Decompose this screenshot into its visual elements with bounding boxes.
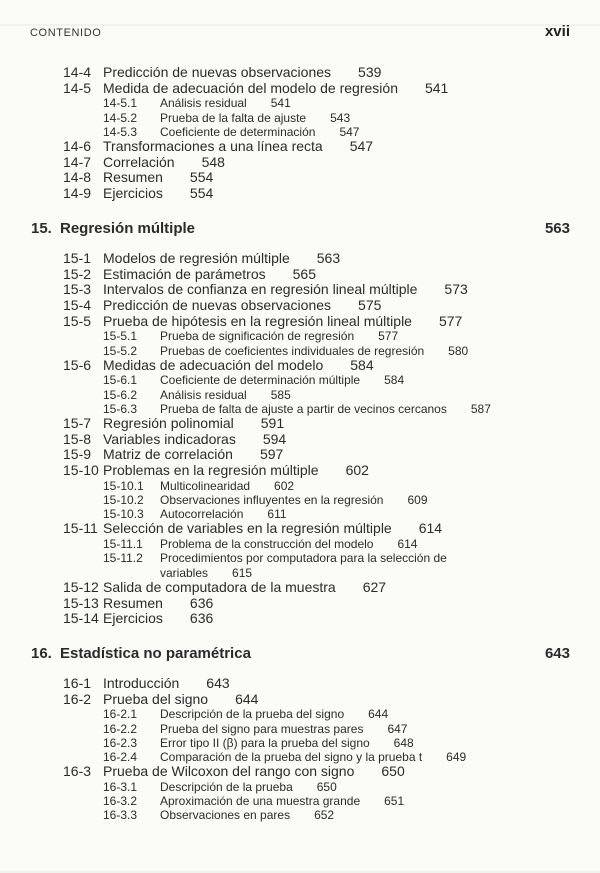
toc-entry (0, 219, 600, 238)
entry-page: 602 (274, 478, 295, 493)
entry-page: 611 (267, 507, 287, 522)
entry-page: 577 (438, 312, 463, 329)
entry-number: 14-5.1 (103, 96, 138, 111)
entry-page: 543 (330, 110, 351, 125)
toc-entry (0, 267, 600, 283)
toc-entry (0, 596, 600, 612)
entry-number: 14-5 (63, 79, 92, 96)
entry-number: 15-8 (63, 430, 92, 447)
toc-entry (0, 402, 600, 416)
entry-page: 609 (407, 493, 428, 508)
entry-page: 547 (349, 138, 374, 155)
entry-title: Prueba del signo para muestras pares (160, 721, 364, 736)
entry-number: 15-6 (63, 356, 92, 373)
entry-title: Pruebas de coeficientes individuales de regresión (160, 343, 425, 358)
entry-title: Salida de computadora de la muestra (103, 578, 336, 595)
entry-page: 614 (418, 520, 443, 537)
entry-title: Comparación de la prueba del signo y la prueba t (160, 749, 423, 764)
entry-title: Problema de la construcción del modelo (160, 537, 374, 552)
entry-page: 648 (393, 735, 414, 750)
entry-page: 651 (384, 794, 405, 809)
entry-number: 15-6.1 (103, 373, 138, 388)
entry-title: Prueba de la falta de ajuste (160, 110, 307, 125)
entry-title: Resumen (103, 594, 163, 611)
toc-entry (0, 707, 600, 721)
toc-entry (0, 808, 600, 822)
entry-title: Intervalos de confianza en regresión lineal múltiple (103, 281, 418, 298)
entry-title: Observaciones en pares (160, 808, 291, 823)
toc-entry (0, 416, 600, 432)
scan-artifact-top (0, 24, 600, 26)
toc-entry (0, 111, 600, 125)
toc-entry (0, 692, 600, 708)
toc-entry (0, 580, 600, 596)
entry-number: 14-4 (63, 64, 92, 80)
entry-number: 14-7 (63, 153, 92, 170)
entry-page: 573 (444, 281, 468, 298)
toc-entry (0, 186, 600, 202)
entry-number: 16-2 (63, 690, 92, 707)
toc-entry (0, 551, 600, 565)
entry-page: 636 (189, 610, 214, 627)
toc-entry (0, 432, 600, 448)
entry-title: Ejercicios (103, 610, 163, 627)
entry-title: Transformaciones a una línea recta (103, 138, 323, 155)
toc-entry (0, 722, 600, 736)
entry-title: Matriz de correlación (103, 446, 233, 463)
entry-number: 16-2.1 (103, 707, 138, 722)
scanned-book-page (0, 24, 600, 873)
entry-title: Predicción de nuevas observaciones (103, 296, 332, 313)
entry-number: 15-3 (63, 281, 92, 298)
entry-number: 15-9 (63, 446, 92, 463)
toc-entry (0, 373, 600, 387)
toc-entry (0, 736, 600, 750)
entry-page: 584 (384, 373, 405, 388)
toc-entry (0, 611, 600, 627)
toc-entry (0, 358, 600, 374)
toc-entry (0, 125, 600, 139)
entry-title: Medidas de adecuación del modelo (103, 356, 324, 373)
entry-page: 547 (339, 124, 360, 139)
toc-entry (0, 507, 600, 521)
toc-entry (0, 329, 600, 343)
entry-page: 580 (448, 343, 469, 358)
entry-number: 15-11.2 (103, 551, 143, 566)
entry-title: Coeficiente de determinación (160, 124, 316, 139)
entry-number: 16-3.1 (103, 779, 138, 794)
entry-number: 14-5.2 (103, 110, 138, 125)
toc-entry (0, 447, 600, 463)
entry-page: 575 (358, 296, 382, 313)
entry-page: 650 (316, 779, 337, 794)
entry-title: Análisis residual (160, 387, 247, 402)
entry-number: 16-2.2 (103, 721, 138, 736)
page-number: xvii (544, 23, 570, 40)
entry-title: Autocorrelación (160, 507, 244, 522)
entry-page: 565 (292, 265, 316, 282)
toc-entry (0, 479, 600, 493)
entry-page: 541 (424, 79, 449, 96)
entry-number: 15-11.1 (103, 537, 143, 552)
entry-number: 16-3 (63, 763, 92, 780)
entry-page: 594 (262, 430, 287, 447)
toc-entry (0, 644, 600, 663)
entry-number: 14-6 (63, 138, 92, 155)
toc-entry (0, 537, 600, 551)
toc-entry (0, 155, 600, 171)
entry-title: Prueba de significación de regresión (160, 329, 355, 344)
entry-number: 16-2.4 (103, 749, 138, 764)
entry-page: 554 (189, 185, 214, 202)
entry-page: 591 (260, 415, 285, 432)
entry-title: Prueba del signo (103, 690, 209, 707)
entry-page: 650 (381, 763, 405, 780)
entry-title: Medida de adecuación del modelo de regresión (103, 79, 398, 96)
entry-title: Prueba de Wilcoxon del rango con signo (103, 763, 355, 780)
entry-page: 644 (235, 690, 259, 707)
entry-page: 652 (314, 808, 335, 823)
entry-page: 602 (345, 462, 369, 479)
entry-page: 627 (362, 578, 387, 595)
toc-entry (0, 96, 600, 110)
entry-title: Estimación de parámetros (103, 265, 266, 282)
entry-number: 14-8 (63, 169, 92, 186)
entry-title: Regresión polinomial (103, 415, 234, 432)
toc-entry (0, 65, 600, 81)
entry-number: 16-1 (63, 674, 92, 691)
entry-number: 15-10.3 (103, 507, 144, 522)
entry-number: 14-9 (63, 185, 92, 202)
toc-entry (0, 344, 600, 358)
toc-entry (0, 251, 600, 267)
entry-number: 15-6.3 (103, 401, 138, 416)
entry-title: Variables indicadoras (103, 430, 236, 447)
entry-number: 16. (31, 644, 52, 662)
entry-title: variables (160, 565, 209, 580)
entry-number: 15-10 (63, 462, 99, 479)
entry-number: 15-10.2 (103, 493, 144, 508)
entry-number: 14-5.3 (103, 124, 138, 139)
toc-entry (0, 566, 600, 580)
entry-page: 548 (201, 153, 225, 170)
entry-number: 15-14 (63, 610, 99, 627)
toc-entry (0, 170, 600, 186)
entry-page: 649 (446, 749, 467, 764)
entry-page: 554 (189, 169, 214, 186)
entry-title: Problemas en la regresión múltiple (103, 462, 319, 479)
toc-entry (0, 521, 600, 537)
entry-title: Estadística no paramétrica (60, 644, 251, 662)
entry-title: Selección de variables en la regresión múltiple (103, 520, 392, 537)
entry-title: Multicolinearidad (160, 478, 251, 493)
entry-title: Ejercicios (103, 185, 163, 202)
entry-page: 636 (189, 594, 214, 611)
entry-page: 643 (544, 644, 570, 662)
entry-title: Prueba de hipótesis en la regresión lineal múltiple (103, 312, 412, 329)
entry-number: 16-2.3 (103, 735, 138, 750)
entry-page: 647 (387, 721, 408, 736)
toc-entry (0, 139, 600, 155)
entry-number: 15-1 (63, 249, 92, 266)
entry-page: 643 (206, 674, 230, 691)
entry-page: 584 (350, 356, 374, 373)
entry-number: 16-3.3 (103, 808, 138, 823)
entry-number: 15-5.2 (103, 343, 138, 358)
entry-number: 15-13 (63, 594, 99, 611)
toc-entry (0, 81, 600, 97)
entry-number: 15-2 (63, 265, 92, 282)
toc-entry (0, 314, 600, 330)
entry-title: Error tipo II (β) para la prueba del signo (160, 735, 370, 750)
entry-page: 563 (544, 219, 570, 237)
entry-page: 615 (232, 565, 253, 580)
entry-page: 541 (270, 96, 291, 111)
entry-title: Introducción (103, 674, 180, 691)
entry-number: 15-11 (63, 520, 98, 537)
entry-title: Descripción de la prueba del signo (160, 707, 345, 722)
entry-page: 597 (259, 446, 284, 463)
entry-title: Aproximación de una muestra grande (160, 794, 361, 809)
entry-page: 563 (316, 249, 341, 266)
toc-entry (0, 463, 600, 479)
entry-title: Observaciones influyentes en la regresión (160, 493, 384, 508)
toc-entry (0, 794, 600, 808)
entry-page: 539 (358, 64, 382, 80)
entry-title: Análisis residual (160, 96, 247, 111)
entry-title: Modelos de regresión múltiple (103, 249, 290, 266)
toc-entry (0, 388, 600, 402)
entry-number: 15-4 (63, 296, 92, 313)
entry-title: Predicción de nuevas observaciones (103, 64, 332, 80)
toc-entry (0, 298, 600, 314)
running-title: CONTENIDO (30, 27, 102, 39)
toc-entry (0, 750, 600, 764)
entry-title: Correlación (103, 153, 175, 170)
entry-title: Procedimientos por computadora para la selección de (160, 551, 447, 566)
entry-page: 644 (368, 707, 389, 722)
entry-number: 15-12 (63, 578, 99, 595)
entry-number: 15-6.2 (103, 387, 138, 402)
entry-number: 15. (31, 219, 52, 237)
toc-entry (0, 493, 600, 507)
toc-entry (0, 676, 600, 692)
entry-number: 15-5 (63, 312, 92, 329)
entry-page: 614 (397, 537, 418, 552)
entry-number: 15-5.1 (103, 329, 138, 344)
entry-title: Regresión múltiple (60, 219, 196, 237)
entry-title: Prueba de falta de ajuste a partir de vecinos cercanos (160, 401, 447, 416)
toc-entry (0, 282, 600, 298)
entry-number: 15-10.1 (103, 478, 144, 493)
entry-number: 16-3.2 (103, 794, 138, 809)
entry-title: Resumen (103, 169, 163, 186)
table-of-contents (0, 65, 600, 822)
entry-page: 577 (378, 329, 399, 344)
entry-page: 585 (270, 387, 291, 402)
entry-page: 587 (470, 401, 491, 416)
entry-title: Descripción de la prueba (160, 779, 293, 794)
toc-entry (0, 780, 600, 794)
entry-number: 15-7 (63, 415, 92, 432)
page-header (0, 24, 600, 41)
entry-title: Coeficiente de determinación múltiple (160, 373, 361, 388)
toc-entry (0, 764, 600, 780)
